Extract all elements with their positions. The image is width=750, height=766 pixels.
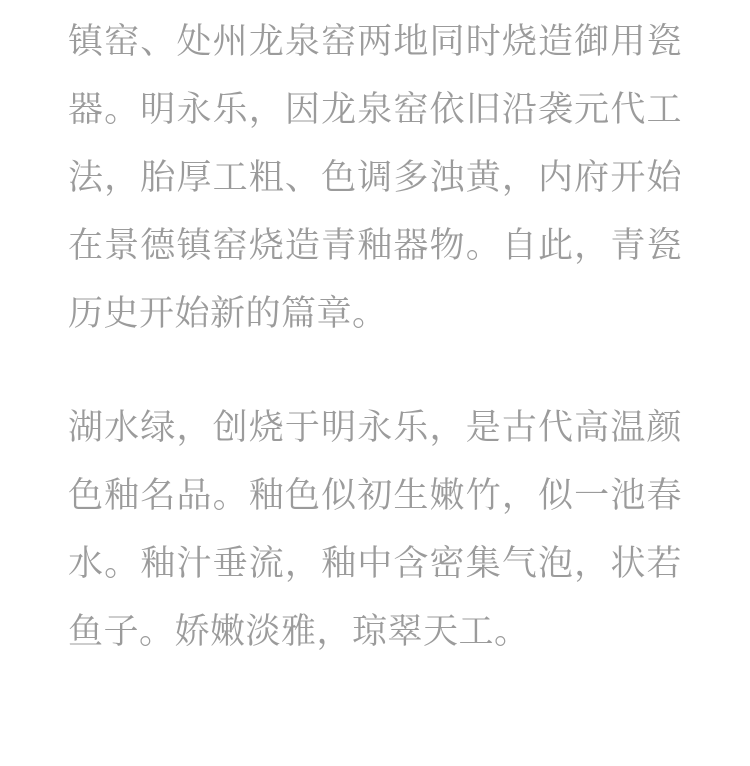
- paragraph-1: 镇窑、处州龙泉窑两地同时烧造御用瓷器。明永乐，因龙泉窑依旧沿袭元代工法，胎厚工粗、色调多浊黄，内府开始在景德镇窑烧造青釉器物。自此，青瓷历史开始新的篇章。: [68, 22, 682, 333]
- paragraph-2: 湖水绿，创烧于明永乐，是古代高温颜色釉名品。釉色似初生嫩竹，似一池春水。釉汁垂流，釉中含密集气泡，状若鱼子。娇嫩淡雅，琼翠天工。: [68, 408, 682, 651]
